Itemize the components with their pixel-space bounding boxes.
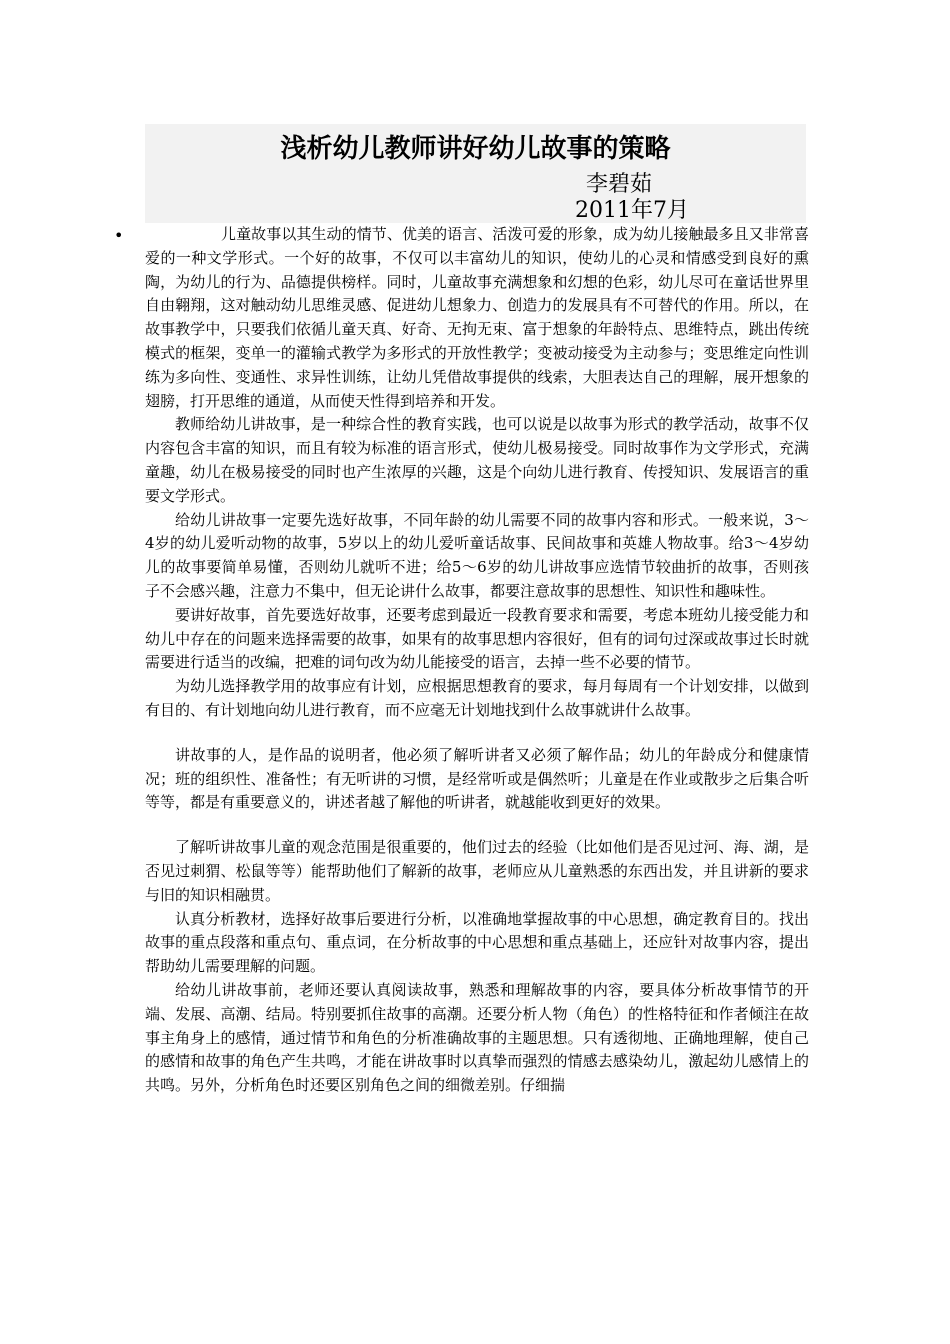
document-body [145, 223, 809, 1098]
paragraph-2: 教师给幼儿讲故事，是一种综合性的教育实践，也可以说是以故事为形式的教学活动，故事不仅内容包含丰富的知识，而且有较为标准的语言形式，使幼儿极易接受。同时故事作为文学形式，充满童趣，幼儿在极易接受的同时也产生浓厚的兴趣，这是个向幼儿进行教育、传授知识、发展语言的重要文学形式。 [145, 415, 809, 505]
list-bullet: • [114, 226, 124, 245]
title-block [145, 124, 806, 223]
paragraph-8: 认真分析教材，选择好故事后要进行分析，以准确地掌握故事的中心思想，确定教育目的。找出故事的重点段落和重点句、重点词，在分析故事的中心思想和重点基础上，还应针对故事内容，提出帮助幼儿需要理解的问题。 [145, 909, 809, 976]
paragraph-6: 讲故事的人，是作品的说明者，他必须了解听讲者又必须了解作品；幼儿的年龄成分和健康情况；班的组织性、准备性；有无听讲的习惯，是经常听或是偶然听；儿童是在作业或散步之后集合听等等，都是有重要意义的，讲述者越了解他的听讲者，就越能收到更好的效果。 [145, 745, 809, 812]
paragraph-4: 要讲好故事，首先要选好故事，还要考虑到最近一段教育要求和需要，考虑本班幼儿接受能力和幼儿中存在的问题来选择需要的故事，如果有的故事思想内容很好，但有的词句过深或故事过长时就需要进行适当的改编，把难的词句改为幼儿能接受的语言，去掉一些不必要的情节。 [145, 605, 809, 672]
paragraph-7: 了解听讲故事儿童的观念范围是很重要的，他们过去的经验（比如他们是否见过河、海、湖，是否见过刺猬、松鼠等等）能帮助他们了解新的故事，老师应从儿童熟悉的东西出发，并且讲新的要求与旧的知识相融贯。 [145, 838, 809, 904]
document-title: 浅析幼儿教师讲好幼儿故事的策略 [280, 134, 671, 164]
paragraph-5: 为幼儿选择教学用的故事应有计划，应根据思想教育的要求，每月每周有一个计划安排，以做到有目的、有计划地向幼儿进行教育，而不应毫无计划地找到什么故事就讲什么故事。 [145, 677, 809, 719]
document-date: 2011年7月 [575, 198, 689, 223]
paragraph-9: 给幼儿讲故事前，老师还要认真阅读故事，熟悉和理解故事的内容，要具体分析故事情节的开端、发展、高潮、结局。特别要抓住故事的高潮。还要分析人物（角色）的性格特征和作者倾注在故事主角身上的感情，通过情节和角色的分析准确故事的主题思想。只有透彻地、正确地理解，使自己的感情和故事的角色产生共鸣，才能在讲故事时以真挚而强烈的情感去感染幼儿，激起幼儿感情上的共鸣。另外，分析角色时还要区别角色之间的细微差别。仔细揣 [145, 980, 809, 1095]
document-author: 李碧茹 [586, 172, 653, 197]
paragraph-1: 儿童故事以其生动的情节、优美的语言、活泼可爱的形象，成为幼儿接触最多且又非常喜爱的一种文学形式。一个好的故事，不仅可以丰富幼儿的知识，使幼儿的心灵和情感受到良好的熏陶，为幼儿的行为、品德提供榜样。同时，儿童故事充满想象和幻想的色彩，幼儿尽可在童话世界里自由翱翔，这对触动幼儿思维灵感、促进幼儿想象力、创造力的发展具有不可替代的作用。所以，在故事教学中，只要我们依循儿童天真、好奇、无拘无束、富于想象的年龄特点、思维特点，跳出传统模式的框架，变单一的灌输式教学为多形式的开放性教学；变被动接受为主动参与；变思维定向性训练为多向性、变通性、求异性训练，让幼儿凭借故事提供的线索，大胆表达自己的理解，展开想象的翅膀，打开思维的通道，从而使天性得到培养和开发。 [145, 225, 809, 410]
paragraph-3: 给幼儿讲故事一定要先选好故事，不同年龄的幼儿需要不同的故事内容和形式。一般来说，3～4岁的幼儿爱听动物的故事，5岁以上的幼儿爱听童话故事、民间故事和英雄人物故事。给3～4岁幼儿的故事要简单易懂，否则幼儿就听不进；给5～6岁的幼儿讲故事应选情节较曲折的故事，否则孩子不会感兴趣，注意力不集中，但无论讲什么故事，都要注意故事的思想性、知识性和趣味性。 [145, 510, 809, 600]
